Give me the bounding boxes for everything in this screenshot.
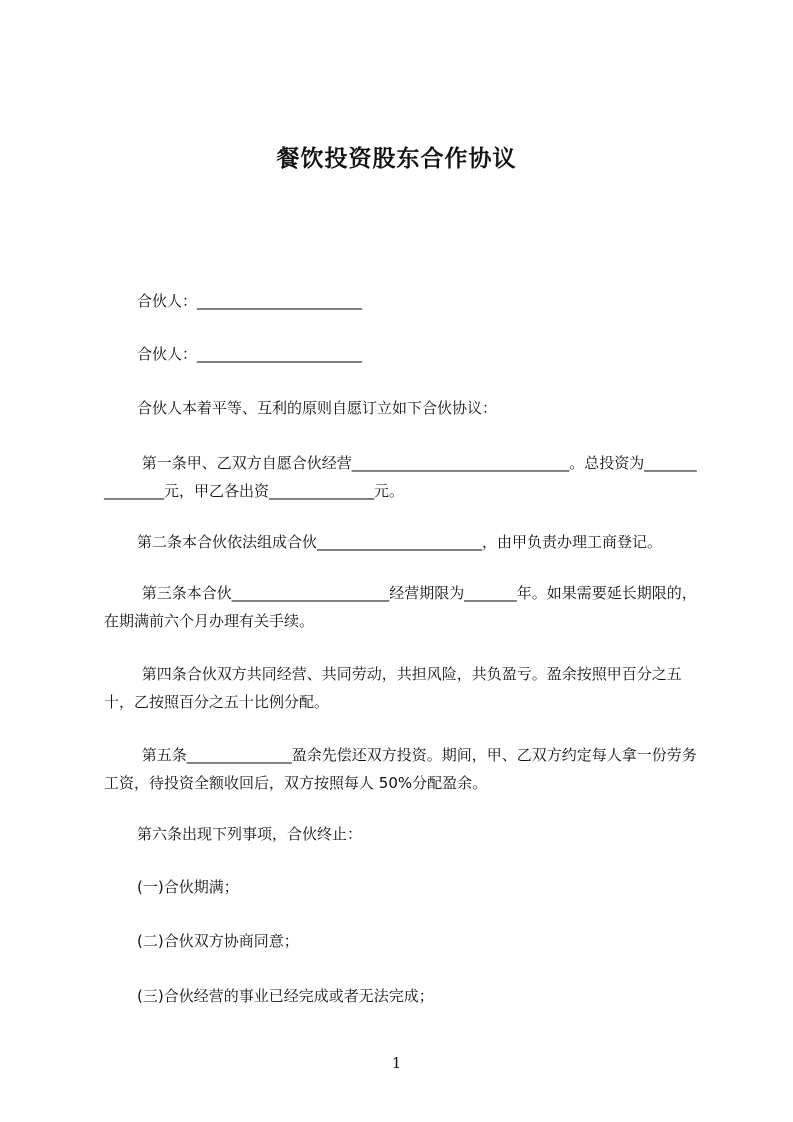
article-2: 第二条本合伙依法组成合伙______________________，由甲负责办理工商登记。	[137, 533, 663, 551]
article-4: 第四条合伙双方共同经营、共同劳动，共担风险，共负盈亏。盈余按照甲百分之五十，乙按照百分之五十比例分配。	[104, 665, 682, 711]
article-6-item-2: (二)合伙双方协商同意；	[137, 932, 299, 950]
partner-line-2: 合伙人：______________________	[137, 345, 363, 363]
article-6: 第六条出现下列事项，合伙终止：	[137, 825, 363, 843]
page-number: 1	[391, 1054, 402, 1072]
article-6-item-3: (三)合伙经营的事业已经完成或者无法完成；	[137, 987, 434, 1005]
article-1: 第一条甲、乙双方自愿合伙经营_____________________________。总投资为_______________元，甲乙各出资______________元。	[104, 454, 697, 500]
article-6-item-1: (一)合伙期满；	[137, 878, 239, 896]
document-title: 餐饮投资股东合作协议	[276, 146, 517, 172]
agreement-intro: 合伙人本着平等、互利的原则自愿订立如下合伙协议：	[137, 399, 498, 417]
article-5: 第五条______________盈余先偿还双方投资。期间，甲、乙双方约定每人拿一份劳务工资，待投资全额收回后，双方按照每人 50%分配盈余。	[104, 746, 697, 792]
article-3: 第三条本合伙_____________________经营期限为_______年。如果需要延长期限的，在期满前六个月办理有关手续。	[104, 584, 697, 630]
partner-line-1: 合伙人：______________________	[137, 292, 363, 310]
